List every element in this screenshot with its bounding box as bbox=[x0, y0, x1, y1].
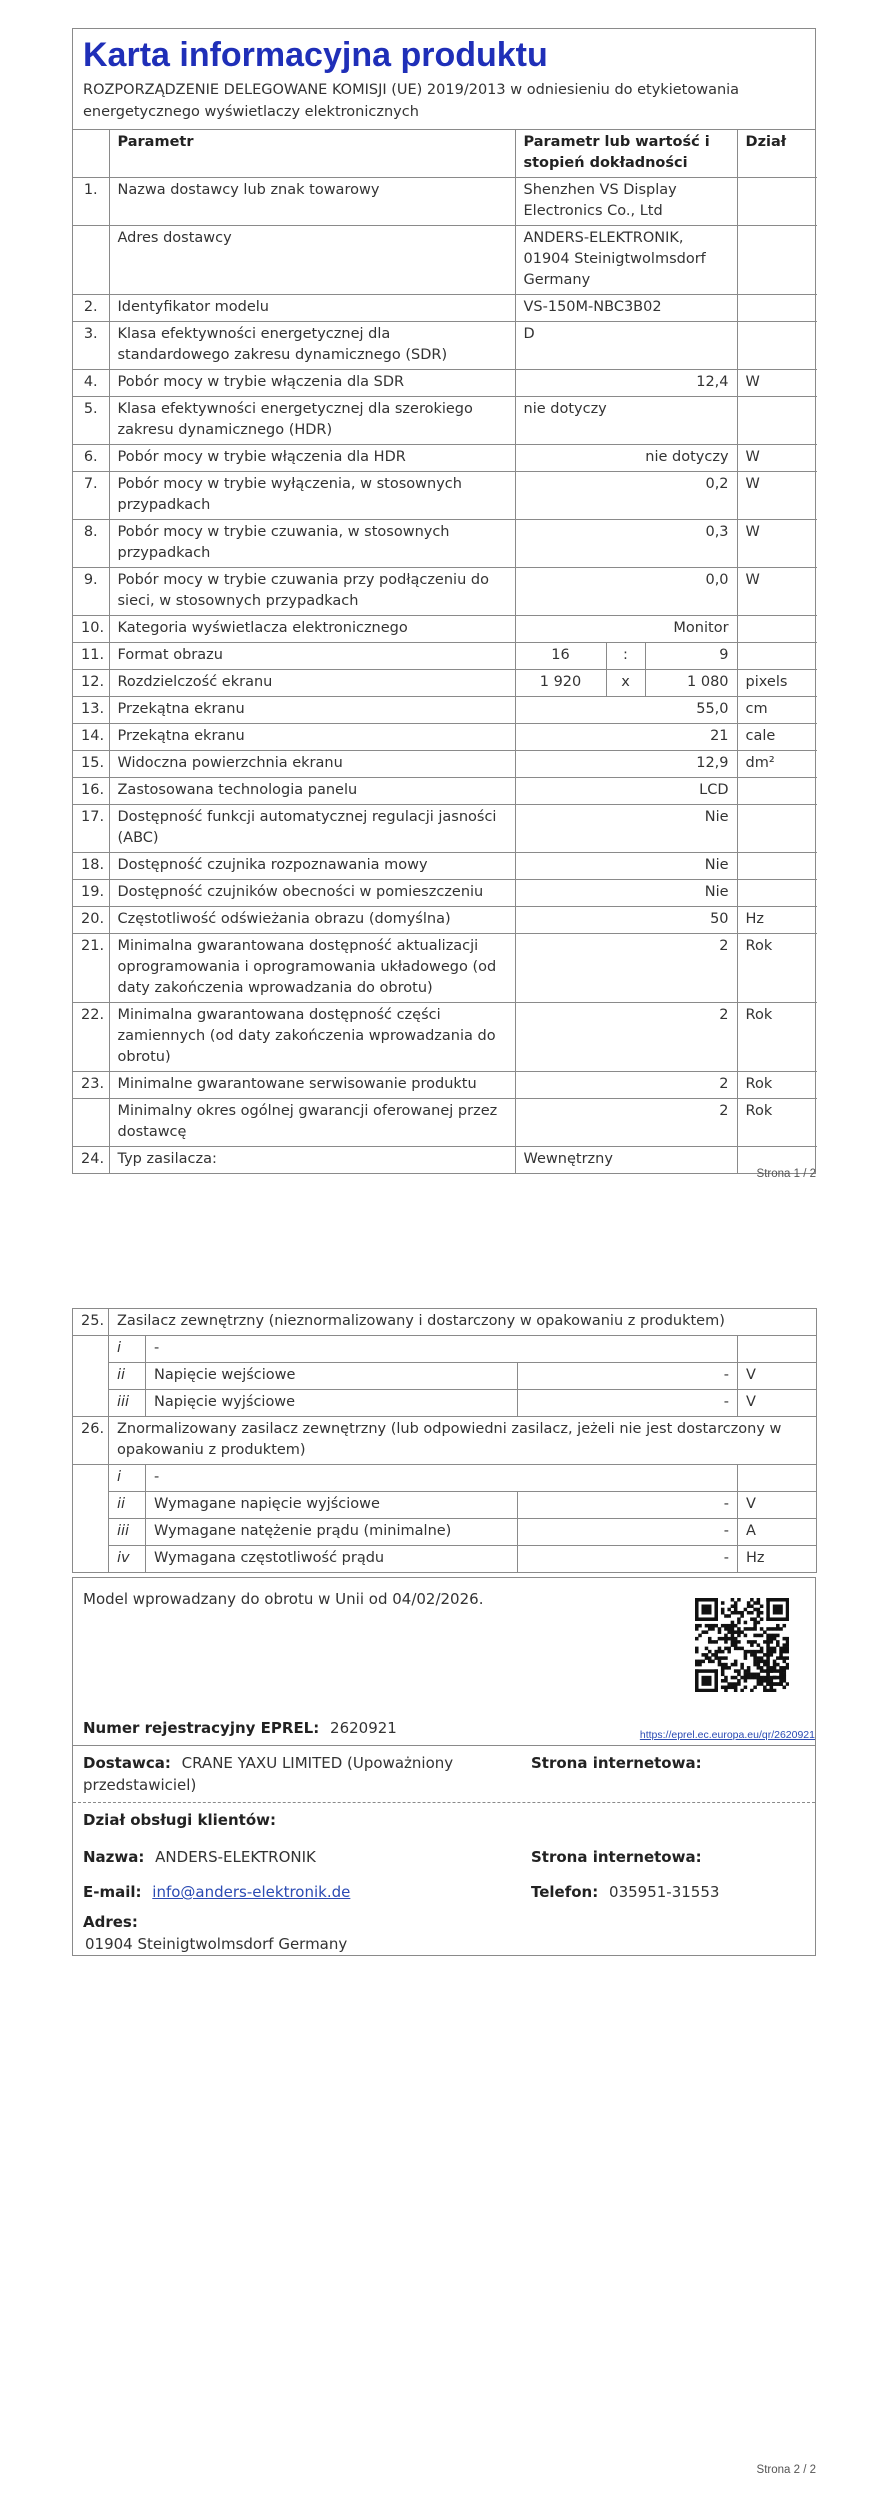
row-parameter: Dostępność czujnika rozpoznawania mowy bbox=[109, 853, 515, 880]
email-link[interactable]: info@anders-elektronik.de bbox=[152, 1883, 351, 1901]
row-parameter: Minimalna gwarantowana dostępność części zamiennych (od daty zakończenia wprowadzania do obrotu) bbox=[109, 1003, 515, 1072]
address-value: 01904 Steinigtwolmsdorf Germany bbox=[85, 1935, 348, 1953]
row-value-a: 16 bbox=[515, 643, 606, 670]
qr-code-icon bbox=[695, 1598, 789, 1692]
phone-label: Telefon: bbox=[531, 1883, 599, 1901]
item-number: 25. bbox=[73, 1309, 109, 1336]
item-label: Wymagana częstotliwość prądu bbox=[146, 1546, 518, 1573]
service-website-label: Strona internetowa: bbox=[531, 1848, 702, 1866]
row-value: Monitor bbox=[515, 616, 737, 643]
eprel-line bbox=[83, 1717, 397, 1739]
row-number: 22. bbox=[73, 1003, 109, 1072]
header-param: Parametr bbox=[109, 130, 515, 178]
row-value: VS-150M-NBC3B02 bbox=[515, 295, 737, 322]
item-index: i bbox=[109, 1336, 146, 1363]
table-row bbox=[73, 370, 817, 397]
row-value: D bbox=[515, 322, 737, 370]
table-row bbox=[73, 226, 817, 295]
table-row bbox=[73, 1465, 817, 1492]
row-parameter: Pobór mocy w trybie włączenia dla SDR bbox=[109, 370, 515, 397]
phone-value: 035951-31553 bbox=[609, 1883, 720, 1901]
eprel-value: 2620921 bbox=[330, 1719, 397, 1737]
row-unit: cale bbox=[737, 724, 817, 751]
product-sheet-page-1 bbox=[72, 28, 816, 1174]
row-value: 50 bbox=[515, 907, 737, 934]
item-index: iv bbox=[109, 1546, 146, 1573]
row-unit: cm bbox=[737, 697, 817, 724]
supplier-website-label: Strona internetowa: bbox=[531, 1754, 702, 1772]
row-parameter: Kategoria wyświetlacza elektronicznego bbox=[109, 616, 515, 643]
row-value: nie dotyczy bbox=[515, 397, 737, 445]
row-unit bbox=[737, 805, 817, 853]
row-value: 55,0 bbox=[515, 697, 737, 724]
row-number: 9. bbox=[73, 568, 109, 616]
row-value-b: 1 080 bbox=[645, 670, 737, 697]
row-value: 2 bbox=[515, 934, 737, 1003]
row-value: Nie bbox=[515, 880, 737, 907]
table-row bbox=[73, 697, 817, 724]
supplier-value: CRANE YAXU LIMITED (Upoważniony przedstawiciel) bbox=[83, 1754, 454, 1794]
item-unit: Hz bbox=[738, 1546, 817, 1573]
market-date-text: Model wprowadzany do obrotu w Unii od 04/02/2026. bbox=[83, 1590, 484, 1608]
row-parameter: Przekątna ekranu bbox=[109, 724, 515, 751]
table-row bbox=[73, 643, 817, 670]
name-line bbox=[83, 1846, 316, 1868]
row-parameter: Typ zasilacza: bbox=[109, 1147, 515, 1174]
row-parameter: Format obrazu bbox=[109, 643, 515, 670]
row-unit bbox=[737, 322, 817, 370]
table-row bbox=[73, 445, 817, 472]
row-parameter: Pobór mocy w trybie czuwania przy podłączeniu do sieci, w stosownych przypadkach bbox=[109, 568, 515, 616]
table-row bbox=[73, 1519, 817, 1546]
row-number: 1. bbox=[73, 178, 109, 226]
row-value-b: 9 bbox=[645, 643, 737, 670]
divider bbox=[73, 1745, 815, 1746]
supplier-label: Dostawca: bbox=[83, 1754, 171, 1772]
table-row bbox=[73, 1546, 817, 1573]
row-number: 14. bbox=[73, 724, 109, 751]
table-row bbox=[73, 520, 817, 568]
row-value: 21 bbox=[515, 724, 737, 751]
row-unit: W bbox=[737, 520, 817, 568]
table-row bbox=[73, 1099, 817, 1147]
table-row bbox=[73, 805, 817, 853]
table-row bbox=[73, 178, 817, 226]
item-label: Napięcie wejściowe bbox=[146, 1363, 518, 1390]
row-parameter: Częstotliwość odświeżania obrazu (domyślna) bbox=[109, 907, 515, 934]
row-number: 12. bbox=[73, 670, 109, 697]
row-value: 12,9 bbox=[515, 751, 737, 778]
item-unit: V bbox=[738, 1492, 817, 1519]
page-number-2: Strona 2 / 2 bbox=[756, 2464, 816, 2476]
phone-line bbox=[531, 1881, 719, 1903]
row-number: 19. bbox=[73, 880, 109, 907]
row-number bbox=[73, 1099, 109, 1147]
table-row bbox=[73, 1072, 817, 1099]
row-parameter: Klasa efektywności energetycznej dla standardowego zakresu dynamicznego (SDR) bbox=[109, 322, 515, 370]
row-parameter: Minimalny okres ogólnej gwarancji oferowanej przez dostawcę bbox=[109, 1099, 515, 1147]
row-parameter: Rozdzielczość ekranu bbox=[109, 670, 515, 697]
row-value: 2 bbox=[515, 1072, 737, 1099]
row-unit: W bbox=[737, 370, 817, 397]
row-value: 0,0 bbox=[515, 568, 737, 616]
row-value-a: 1 920 bbox=[515, 670, 606, 697]
table-row bbox=[73, 1336, 817, 1363]
row-unit: Hz bbox=[737, 907, 817, 934]
item-value: - bbox=[518, 1363, 738, 1390]
item-unit bbox=[738, 1336, 817, 1363]
table-row bbox=[73, 853, 817, 880]
supplier-info-box bbox=[72, 1577, 816, 1956]
table-row bbox=[73, 322, 817, 370]
row-unit: Rok bbox=[737, 1072, 817, 1099]
row-unit: Rok bbox=[737, 934, 817, 1003]
row-parameter: Przekątna ekranu bbox=[109, 697, 515, 724]
regulation-text: ROZPORZĄDZENIE DELEGOWANE KOMISJI (UE) 2019/2013 w odniesieniu do etykietowania energetycznego wyświetlaczy elektronicznych bbox=[83, 82, 740, 120]
row-number: 20. bbox=[73, 907, 109, 934]
item-number-spacer bbox=[73, 1465, 109, 1573]
row-parameter: Widoczna powierzchnia ekranu bbox=[109, 751, 515, 778]
row-unit bbox=[737, 880, 817, 907]
table-row bbox=[73, 616, 817, 643]
row-parameter: Minimalne gwarantowane serwisowanie produktu bbox=[109, 1072, 515, 1099]
table-row bbox=[73, 1003, 817, 1072]
row-parameter: Nazwa dostawcy lub znak towarowy bbox=[109, 178, 515, 226]
row-value: 12,4 bbox=[515, 370, 737, 397]
table-row bbox=[73, 1390, 817, 1417]
item-label: Napięcie wyjściowe bbox=[146, 1390, 518, 1417]
row-unit bbox=[737, 397, 817, 445]
row-unit bbox=[737, 178, 817, 226]
item-title: Znormalizowany zasilacz zewnętrzny (lub odpowiedni zasilacz, jeżeli nie jest dostarczony w opakowaniu z produktem) bbox=[109, 1417, 817, 1465]
header-no bbox=[73, 130, 109, 178]
table-row bbox=[73, 907, 817, 934]
row-unit: W bbox=[737, 472, 817, 520]
row-unit bbox=[737, 643, 817, 670]
item-unit: A bbox=[738, 1519, 817, 1546]
customer-service-label: Dział obsługi klientów: bbox=[83, 1811, 276, 1829]
row-parameter: Pobór mocy w trybie wyłączenia, w stosownych przypadkach bbox=[109, 472, 515, 520]
table-row bbox=[73, 1363, 817, 1390]
row-unit bbox=[737, 778, 817, 805]
item-value: - bbox=[518, 1390, 738, 1417]
row-value: Nie bbox=[515, 805, 737, 853]
item-unit bbox=[738, 1465, 817, 1492]
row-value: Wewnętrzny bbox=[515, 1147, 737, 1174]
row-number bbox=[73, 226, 109, 295]
item-index: iii bbox=[109, 1519, 146, 1546]
row-unit bbox=[737, 616, 817, 643]
row-value: ANDERS-ELEKTRONIK, 01904 Steinigtwolmsdorf Germany bbox=[515, 226, 737, 295]
table-row bbox=[73, 472, 817, 520]
name-value: ANDERS-ELEKTRONIK bbox=[155, 1848, 316, 1866]
item-number-spacer bbox=[73, 1336, 109, 1417]
table-row bbox=[73, 880, 817, 907]
row-parameter: Identyfikator modelu bbox=[109, 295, 515, 322]
row-unit bbox=[737, 226, 817, 295]
table-row bbox=[73, 295, 817, 322]
row-parameter: Minimalna gwarantowana dostępność aktualizacji oprogramowania i oprogramowania układowego (od daty zakończenia wprowadzania do obrotu) bbox=[109, 934, 515, 1003]
row-unit: Rok bbox=[737, 1099, 817, 1147]
address-label: Adres: bbox=[83, 1913, 138, 1931]
item-label: Wymagane natężenie prądu (minimalne) bbox=[146, 1519, 518, 1546]
item-unit: V bbox=[738, 1363, 817, 1390]
row-number: 4. bbox=[73, 370, 109, 397]
table-header-row bbox=[73, 130, 817, 178]
row-unit: dm² bbox=[737, 751, 817, 778]
row-number: 21. bbox=[73, 934, 109, 1003]
row-value: 2 bbox=[515, 1099, 737, 1147]
row-value: nie dotyczy bbox=[515, 445, 737, 472]
row-unit: W bbox=[737, 568, 817, 616]
row-value-separator: x bbox=[606, 670, 645, 697]
row-value: 2 bbox=[515, 1003, 737, 1072]
row-parameter: Dostępność funkcji automatycznej regulacji jasności (ABC) bbox=[109, 805, 515, 853]
row-number: 11. bbox=[73, 643, 109, 670]
table-row bbox=[73, 670, 817, 697]
row-number: 15. bbox=[73, 751, 109, 778]
dashed-divider bbox=[73, 1802, 815, 1803]
row-parameter: Zastosowana technologia panelu bbox=[109, 778, 515, 805]
table-row bbox=[73, 1309, 817, 1336]
header-unit: Dział bbox=[737, 130, 817, 178]
row-number: 13. bbox=[73, 697, 109, 724]
item-title: Zasilacz zewnętrzny (nieznormalizowany i dostarczony w opakowaniu z produktem) bbox=[109, 1309, 817, 1336]
row-parameter: Dostępność czujników obecności w pomieszczeniu bbox=[109, 880, 515, 907]
power-supply-table bbox=[72, 1308, 817, 1573]
eprel-label: Numer rejestracyjny EPREL: bbox=[83, 1719, 320, 1737]
email-label: E-mail: bbox=[83, 1883, 142, 1901]
row-number: 23. bbox=[73, 1072, 109, 1099]
row-unit bbox=[737, 853, 817, 880]
row-value: LCD bbox=[515, 778, 737, 805]
sheet-header bbox=[73, 29, 815, 130]
row-value: Nie bbox=[515, 853, 737, 880]
table-row bbox=[73, 568, 817, 616]
table-row bbox=[73, 934, 817, 1003]
item-index: ii bbox=[109, 1492, 146, 1519]
row-number: 18. bbox=[73, 853, 109, 880]
item-label: - bbox=[146, 1465, 738, 1492]
item-label: - bbox=[146, 1336, 738, 1363]
item-label: Wymagane napięcie wyjściowe bbox=[146, 1492, 518, 1519]
item-number: 26. bbox=[73, 1417, 109, 1465]
row-parameter: Pobór mocy w trybie włączenia dla HDR bbox=[109, 445, 515, 472]
email-line bbox=[83, 1881, 350, 1903]
row-number: 6. bbox=[73, 445, 109, 472]
table-row bbox=[73, 724, 817, 751]
table-row bbox=[73, 1417, 817, 1465]
item-value: - bbox=[518, 1492, 738, 1519]
row-unit: pixels bbox=[737, 670, 817, 697]
row-value-separator: : bbox=[606, 643, 645, 670]
row-number: 2. bbox=[73, 295, 109, 322]
row-parameter: Adres dostawcy bbox=[109, 226, 515, 295]
row-number: 8. bbox=[73, 520, 109, 568]
row-unit bbox=[737, 295, 817, 322]
table-row bbox=[73, 1492, 817, 1519]
name-label: Nazwa: bbox=[83, 1848, 145, 1866]
row-unit: W bbox=[737, 445, 817, 472]
supplier-line bbox=[83, 1752, 523, 1796]
row-number: 3. bbox=[73, 322, 109, 370]
item-unit: V bbox=[738, 1390, 817, 1417]
row-value: Shenzhen VS Display Electronics Co., Ltd bbox=[515, 178, 737, 226]
row-unit: Rok bbox=[737, 1003, 817, 1072]
row-number: 17. bbox=[73, 805, 109, 853]
row-number: 5. bbox=[73, 397, 109, 445]
row-number: 10. bbox=[73, 616, 109, 643]
row-parameter: Klasa efektywności energetycznej dla szerokiego zakresu dynamicznego (HDR) bbox=[109, 397, 515, 445]
eprel-link[interactable]: https://eprel.ec.europa.eu/qr/2620921 bbox=[639, 1729, 815, 1741]
table-row bbox=[73, 751, 817, 778]
item-index: i bbox=[109, 1465, 146, 1492]
table-row bbox=[73, 1147, 817, 1174]
row-value: 0,3 bbox=[515, 520, 737, 568]
row-number: 16. bbox=[73, 778, 109, 805]
row-number: 7. bbox=[73, 472, 109, 520]
item-value: - bbox=[518, 1519, 738, 1546]
item-index: ii bbox=[109, 1363, 146, 1390]
table-row bbox=[73, 778, 817, 805]
header-value: Parametr lub wartość i stopień dokładności bbox=[515, 130, 737, 178]
row-value: 0,2 bbox=[515, 472, 737, 520]
table-row bbox=[73, 397, 817, 445]
page-number-1: Strona 1 / 2 bbox=[756, 1168, 816, 1180]
page-title: Karta informacyjna produktu bbox=[83, 36, 548, 74]
item-value: - bbox=[518, 1546, 738, 1573]
parameters-table bbox=[73, 130, 817, 1173]
item-index: iii bbox=[109, 1390, 146, 1417]
row-number: 24. bbox=[73, 1147, 109, 1174]
row-parameter: Pobór mocy w trybie czuwania, w stosownych przypadkach bbox=[109, 520, 515, 568]
